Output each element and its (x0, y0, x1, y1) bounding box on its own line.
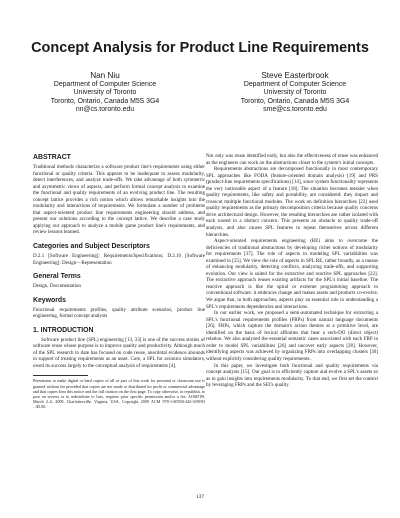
left-column (33, 153, 205, 409)
body-paragraph: In this paper, we investigate both functional and quality requirements via concept analysis [15]. Our goal is to efficiently capture and evolve a SPL's assets so as to gain insights into requirements modularity. To that end, we first set the context by leveraging FRPs and the SEI's quality (206, 362, 378, 389)
right-column (206, 153, 378, 389)
author-email: nn@cs.toronto.edu (75, 105, 135, 113)
author-department: Department of Computer Science (243, 81, 347, 88)
author-block (15, 71, 195, 114)
author-address: Toronto, Ontario, Canada M5S 3G4 (50, 97, 160, 105)
body-paragraph: Not only was reuse identified early, but also the effectiveness of reuse was enhanced as the engineers can work on the abstractions closer to the system's initial concepts. (206, 153, 378, 166)
author-address: Toronto, Ontario, Canada M5S 3G4 (240, 97, 350, 105)
footnote-divider (33, 375, 88, 376)
introduction-text: Software product line (SPL) engineering [13, 33] is one of the success stories of software reuse whose purpose is to improve quality and productivity. Although much of the SPL research to date has focused on code reuse, anecdotal evidence abounds in support of treating requirements as an asset. Core, a SPL for avionics simulators, owed its success largely to the conceptual analysis of requirements [4]. (33, 336, 205, 369)
page-number: 137 (195, 494, 205, 500)
author-university: University of Toronto (263, 89, 327, 97)
categories-text: D.2.1 [Software Engineering]: Requirements/Specifications; D.2.10 [Software Engineering]: Design—Representation (33, 253, 205, 266)
abstract-heading: ABSTRACT (33, 154, 71, 161)
body-paragraph: In our earlier work, we proposed a semi-automated technique for extracting a SPL's functional requirements profiles (FRPs) from natural language documents [26]. FRPs, which capture the domain's action themes at a primitive level, are identified on the basis of lexical affinities that bear a verb-DO (direct object) relation. We also analyzed the essential semantic cases associated with each FRP in order to model SPL variabilities [26] and uncover early aspects [28]. However, identifying aspects was achieved by organizing FRPs into overlapping clusters [30] without explicitly considering quality requirements. (206, 310, 378, 362)
keywords-heading: Keywords (33, 296, 66, 304)
body-paragraph: Aspect-oriented requirements engineering (RE) aims to overcome the deficiencies of traditional abstractions by developing richer notions of modularity for requirements [37]. The role of aspects in modeling SPL variabilities was examined in [25]. We view the role of aspects in SPL RE, rather broadly, as a means of enhancing modularity, detecting conflicts, analyzing trade-offs, and supporting evolution. Our view is suited for the extractive and reactive SPL approaches [22]. The extractive approach reuses existing artifacts for the SPL's initial baseline. The reactive approach is like the spiral or extreme programming approach to conventional software: it embraces change and makes assets and products co-evolve. We argue that, in both approaches, aspects play an essential role in understanding a SPL's requirements dependencies and interactions. (206, 238, 378, 310)
paper-title: Concept Analysis for Product Line Requirements (31, 40, 369, 56)
author-block (205, 71, 385, 114)
body-paragraph: Requirements abstractions are decomposed functionally in most contemporary SPL approaches like FODA (feature-oriented domain analysis) [19] and PRS (product-line requirements specifications) [14], since system functionality represents the very noticeable aspect of a feature [18]. The situation becomes messier when quality requirements, like safety and portability, are considered: they impact and crosscut multiple functional modules. The work on definition hierarchies [23] used quality requirements as the primary decomposition criteria because quality concerns drive architectural design. However, the resulting hierarchies are rather isolated with each rooted in a distinct concern. This presents an obstacle to quality trade-off analysis, and also causes SPL features to repeat themselves across different hierarchies. (206, 166, 378, 238)
author-email: sme@cs.toronto.edu (263, 105, 327, 113)
general-terms-heading: General Terms (33, 273, 81, 281)
copyright-footnote: Permission to make digital or hard copies of all or part of this work for personal or classroom use is granted without fee provided that copies are not made or distributed for profit or commercial advantage and that copies bear this notice and the full citation on the first page. To copy otherwise, to republish, to post on servers or to redistribute to lists, requires prior specific permission and/or a fee. AOSD'09, March 2–6, 2009, Charlottesville, Virginia, USA. Copyright 2009 ACM 978-1-60558-442-3/09/03 ...$5.00. (33, 378, 205, 409)
keywords-text: Functional requirements profiles, quality attribute scenarios, product line engineering, formal concept analysis (33, 306, 205, 320)
author-department: Department of Computer Science (53, 81, 157, 88)
author-university: University of Toronto (73, 89, 137, 97)
author-name: Nan Niu (90, 71, 120, 80)
introduction-heading: 1. INTRODUCTION (33, 326, 94, 334)
author-name: Steve Easterbrook (261, 71, 329, 80)
categories-heading: Categories and Subject Descriptors (33, 243, 150, 251)
abstract-text: Traditional methods characterize a software product line's requirements using either functional or quality criteria. This appears to be inadequate to assess modularity, detect interferences, and analyze trade-offs. We take advantage of both symmetric and asymmetric views of aspects, and perform formal concept analysis to examine the functional and quality requirements of an evolving product line. The resulting concept lattice provides a rich notion which allows remarkable insights into the modularity and interactions of requirements. We formulate a number of problems that aspect-oriented product line requirements engineering should address, and present our solutions according to the concept lattice. We describe a case study applying our approach to analyze a mobile game product line's requirements, and review lessons learned. (33, 164, 205, 236)
general-terms-text: Design, Documentation (33, 283, 81, 290)
